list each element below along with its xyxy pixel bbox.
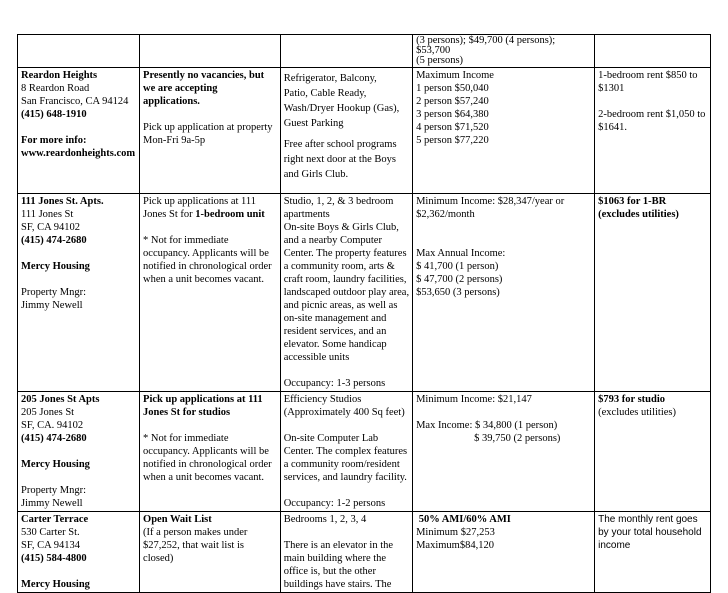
property-manager-org: Mercy Housing (21, 459, 90, 470)
amenity-line: and picnic areas, as well as (283, 300, 398, 311)
amenity-line: Center. The complex features (283, 446, 408, 457)
amenity-line: buildings have stairs. The (283, 579, 392, 590)
wait-list-status: Open Wait List (143, 514, 212, 525)
income-line: Minimum $27,253 (416, 527, 495, 538)
cell-income (413, 512, 595, 593)
vacancy-line: applications. (143, 96, 200, 107)
occupancy-note: notified in chronological order (143, 261, 272, 272)
occupancy-note: when a unit becomes vacant. (143, 472, 265, 483)
cell-rent (595, 392, 711, 512)
application-info: Pick up application at property (143, 122, 273, 133)
occupancy-note: notified in chronological order (143, 459, 272, 470)
amenity-line: resident services, and an (283, 326, 387, 337)
income-line: 2 person $57,240 (416, 96, 489, 107)
rent-line: by your total household (598, 527, 702, 538)
cell-amenities (280, 392, 412, 512)
cell-empty (280, 35, 412, 68)
application-info: Jones St for studios (143, 407, 231, 418)
income-line: 5 person $77,220 (416, 135, 489, 146)
table-row-111-jones (18, 194, 711, 392)
cell-empty (140, 35, 281, 68)
rent-line: (excludes utilities) (598, 209, 679, 220)
cell-income (413, 194, 595, 392)
cell-application (140, 392, 281, 512)
amenity-line: on-site management and (283, 313, 387, 324)
property-manager-label: Property Mngr: (21, 287, 87, 298)
occupancy-line: Occupancy: 1-3 persons (283, 378, 386, 389)
rent-line: $793 for studio (598, 394, 666, 405)
amenity-line: right next door at the Boys (283, 154, 396, 165)
application-info: Pick up applications at 111 (143, 394, 263, 405)
table-row-205-jones (18, 392, 711, 512)
cell-property (18, 392, 140, 512)
property-city: SF, CA 94102 (21, 222, 80, 233)
property-manager-name: Jimmy Newell (21, 498, 83, 509)
property-manager-org: Mercy Housing (21, 261, 90, 272)
income-line: Max Income: $ 34,800 (1 person) (416, 420, 558, 431)
cell-application (140, 512, 281, 593)
rent-line: The monthly rent goes (598, 514, 698, 525)
cell-income (413, 68, 595, 194)
property-manager-name: Jimmy Newell (21, 300, 83, 311)
property-address: 8 Reardon Road (21, 83, 90, 94)
wait-list-note: $27,252, that wait list is (143, 540, 244, 551)
income-line: Minimum Income: $28,347/year or (416, 196, 565, 207)
amenity-line: Guest Parking (283, 118, 344, 129)
property-website: www.reardonheights.com (21, 148, 136, 159)
more-info-label: For more info: (21, 135, 87, 146)
cell-property (18, 68, 140, 194)
cell-rent (595, 194, 711, 392)
property-city: San Francisco, CA 94124 (21, 96, 129, 107)
cell-rent (595, 68, 711, 194)
property-address: 111 Jones St (21, 209, 74, 220)
amenity-line: elevator. Some handicap (283, 339, 387, 350)
income-line: (5 persons) (416, 55, 464, 66)
occupancy-note: occupancy. Applicants will be (143, 446, 269, 457)
property-address: 530 Carter St. (21, 527, 80, 538)
occupancy-note: when a unit becomes vacant. (143, 274, 265, 285)
property-name: Carter Terrace (21, 514, 89, 525)
income-line: $2,362/month (416, 209, 475, 220)
application-hours: Mon-Fri 9a-5p (143, 135, 206, 146)
property-name: 205 Jones St Apts (21, 394, 100, 405)
income-line: 1 person $50,040 (416, 83, 489, 94)
amenity-line: a community room, arts & (283, 261, 395, 272)
occupancy-note: * Not for immediate (143, 235, 229, 246)
cell-income-continued (413, 35, 595, 68)
property-address: 205 Jones St (21, 407, 75, 418)
amenity-line: office is, but the other (283, 566, 376, 577)
property-phone: (415) 584-4800 (21, 553, 87, 564)
table-row-reardon (18, 68, 711, 194)
income-line: 4 person $71,520 (416, 122, 489, 133)
property-phone: (415) 648-1910 (21, 109, 87, 120)
cell-rent (595, 512, 711, 593)
table-row-carter (18, 512, 711, 593)
amenity-line: Studio, 1, 2, & 3 bedroom (283, 196, 394, 207)
income-line: Maximum$84,120 (416, 540, 494, 551)
amenity-line: a community room/resident (283, 459, 400, 470)
amenity-line: Patio, Cable Ready, (283, 88, 367, 99)
amenity-line: On-site Computer Lab (283, 433, 379, 444)
amenity-line: Bedrooms 1, 2, 3, 4 (283, 514, 367, 525)
income-line: $53,650 (3 persons) (416, 287, 500, 298)
property-manager-org: Mercy Housing (21, 579, 90, 590)
unit-type: 1-bedroom unit (195, 209, 265, 220)
amenity-line: Free after school programs (283, 139, 397, 150)
amenity-line: Refrigerator, Balcony, (283, 73, 377, 84)
rent-line: $1641. (598, 122, 627, 133)
rent-line: $1063 for 1-BR (598, 196, 667, 207)
property-name: Reardon Heights (21, 70, 98, 81)
occupancy-line: Occupancy: 1-2 persons (283, 498, 386, 509)
cell-property (18, 512, 140, 593)
amenity-line: (Approximately 400 Sq feet) (283, 407, 405, 418)
amenity-line: Wash/Dryer Hookup (Gas), (283, 103, 400, 114)
amenity-line: Efficiency Studios (283, 394, 362, 405)
amenity-line: landscaped outdoor play area, (283, 287, 410, 298)
cell-amenities (280, 512, 412, 593)
rent-line: (excludes utilities) (598, 407, 676, 418)
cell-application (140, 68, 281, 194)
amenity-line: and a nearby Computer (283, 235, 382, 246)
occupancy-note: occupancy. Applicants will be (143, 248, 269, 259)
income-line: 3 person $64,380 (416, 109, 489, 120)
cell-empty (595, 35, 711, 68)
income-line: (3 persons); $49,700 (4 persons); $53,700 (416, 35, 556, 56)
income-line: $ 39,750 (2 persons) (474, 433, 561, 444)
income-line: $ 41,700 (1 person) (416, 261, 499, 272)
occupancy-note: * Not for immediate (143, 433, 229, 444)
amenity-line: Center. The property features (283, 248, 407, 259)
income-line: Maximum Income (416, 70, 494, 81)
income-line: Max Annual Income: (416, 248, 506, 259)
application-info: Jones St for (143, 209, 196, 220)
amenity-line: main building where the (283, 553, 387, 564)
income-line: Minimum Income: $21,147 (416, 394, 532, 405)
rent-line: 2-bedroom rent $1,050 to (598, 109, 706, 120)
rent-line: $1301 (598, 83, 625, 94)
amenity-line: and Girls Club. (283, 169, 349, 180)
amenity-line: accessible units (283, 352, 350, 363)
amenity-line: apartments (283, 209, 330, 220)
vacancy-line: we are accepting (143, 83, 218, 94)
vacancy-line: Presently no vacancies, but (143, 70, 265, 81)
wait-list-note: (If a person makes under (143, 527, 248, 538)
property-city: SF, CA. 94102 (21, 420, 84, 431)
rent-line: income (598, 540, 631, 551)
amenity-line: services, and laundry facility. (283, 472, 407, 483)
cell-application (140, 194, 281, 392)
income-line: $ 47,700 (2 persons) (416, 274, 503, 285)
amenity-line: On-site Boys & Girls Club, (283, 222, 399, 233)
property-phone: (415) 474-2680 (21, 433, 87, 444)
table-row-continued (18, 35, 711, 68)
property-name: 111 Jones St. Apts. (21, 196, 104, 207)
rent-line: 1-bedroom rent $850 to (598, 70, 698, 81)
wait-list-note: closed) (143, 553, 174, 564)
cell-property (18, 194, 140, 392)
cell-empty (18, 35, 140, 68)
amenity-line: craft room, laundry facilities, (283, 274, 407, 285)
cell-income (413, 392, 595, 512)
housing-table (17, 34, 711, 593)
property-phone: (415) 474-2680 (21, 235, 87, 246)
application-info: Pick up applications at 111 (143, 196, 256, 207)
property-manager-label: Property Mngr: (21, 485, 87, 496)
cell-amenities (280, 68, 412, 194)
ami-label: 50% AMI/60% AMI (416, 514, 511, 525)
cell-amenities (280, 194, 412, 392)
amenity-line: There is an elevator in the (283, 540, 394, 551)
property-city: SF, CA 94134 (21, 540, 80, 551)
